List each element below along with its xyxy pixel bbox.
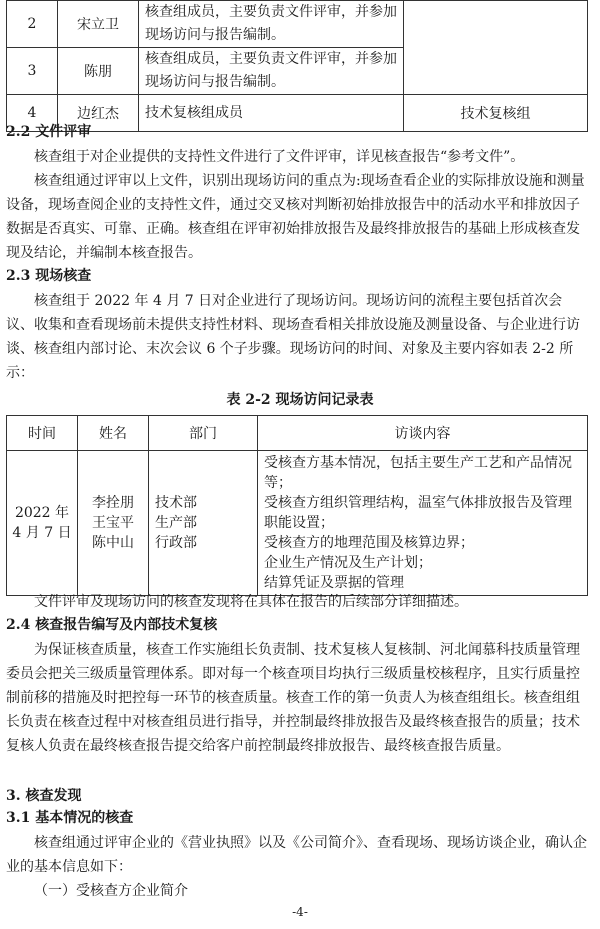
paragraph-text: 核查组通过评审企业的《营业执照》以及《公司简介》、查看现场、现场访谈企业，确认企业的基本信息如下：	[6, 835, 587, 875]
section-heading-2-4: 2.4 核查报告编写及内部技术复核	[6, 617, 218, 633]
team-no: 3	[7, 48, 58, 95]
paragraph-text: 核查组于 2022 年 4 月 7 日对企业进行了现场访问。现场访问的流程主要包括首次会议、收集和查看现场前未提供支持性材料、现场查看相关排放设施及测量设备、与企业进行访谈、核查组内部讨论、末次会议 6 个子步骤。现场访问的时间、对象及主要内容如表 2-2 所示：	[6, 293, 580, 381]
team-name: 宋立卫	[58, 1, 139, 48]
paragraph	[6, 145, 588, 169]
list-item	[6, 879, 588, 903]
paragraph-text: 核查组通过评审以上文件，识别出现场访问的重点为:现场查看企业的实际排放设施和测量设备，现场查阅企业的支持性文件，通过交叉核对判断初始排放报告中的活动水平和排放因子数据是否真实、可靠、正确。核查组在评审初始排放报告及最终排放报告的基础上形成核查发现及结论，并编制本核查报告。	[6, 173, 585, 261]
list-item-text: （一）受核查方企业简介	[34, 883, 188, 899]
section-heading-3: 3. 核查发现	[6, 788, 82, 804]
interviewee-name: 李拴朋	[92, 495, 134, 511]
team-group	[404, 1, 588, 95]
department: 技术部	[155, 495, 197, 511]
visit-content	[258, 451, 588, 596]
department: 行政部	[155, 535, 197, 551]
date-line: 4 月 7 日	[12, 525, 72, 541]
section-heading-2-2: 2.2 文件评审	[6, 124, 92, 140]
team-role: 核查组成员，主要负责文件评审，并参加现场访问与报告编制。	[139, 48, 404, 95]
column-header: 时间	[7, 416, 78, 451]
paragraph	[6, 831, 588, 879]
team-name: 边红杰	[58, 95, 139, 132]
visit-departments	[149, 451, 258, 596]
content-item: 受核查方基本情况，包括主要生产工艺和产品情况等；	[264, 455, 572, 491]
paragraph	[6, 169, 588, 265]
content-item: 受核查方组织管理结构，温室气体排放报告及管理职能设置；	[264, 495, 572, 531]
team-role: 技术复核组成员	[139, 95, 404, 132]
section-heading-3-1: 3.1 基本情况的核查	[6, 810, 134, 826]
paragraph	[6, 638, 588, 758]
paragraph	[6, 289, 588, 385]
team-name: 陈朋	[58, 48, 139, 95]
section-heading-2-3: 2.3 现场核查	[6, 268, 92, 284]
content-item: 结算凭证及票据的管理	[264, 575, 404, 591]
table-header-row	[7, 416, 588, 451]
date-line: 2022 年	[14, 505, 70, 521]
team-group: 技术复核组	[404, 95, 588, 132]
department: 生产部	[155, 515, 197, 531]
table-caption: 表 2-2 现场访问记录表	[226, 392, 374, 408]
interviewee-name: 陈中山	[92, 535, 134, 551]
team-no: 2	[7, 1, 58, 48]
verification-team-table	[6, 0, 588, 132]
team-no: 4	[7, 95, 58, 132]
paragraph	[6, 590, 588, 614]
page-number: -4-	[292, 905, 308, 919]
column-header: 访谈内容	[258, 416, 588, 451]
team-role: 核查组成员，主要负责文件评审，并参加现场访问与报告编制。	[139, 1, 404, 48]
content-item: 企业生产情况及生产计划；	[264, 555, 432, 571]
table-row	[7, 1, 588, 48]
column-header: 姓名	[78, 416, 149, 451]
content-item: 受核查方的地理范围及核算边界；	[264, 535, 474, 551]
visit-names	[78, 451, 149, 596]
table-row	[7, 95, 588, 132]
column-header: 部门	[149, 416, 258, 451]
table-row	[7, 451, 588, 596]
paragraph-text: 为保证核查质量，核查工作实施组长负责制、技术复核人复核制、河北闻慕科技质量管理委员会把关三级质量管理体系。即对每一个核查项目均执行三级质量校核程序，且实行质量控制前移的措施及时把控每一环节的核查质量。核查工作的第一负责人为核查组组长。核查组组长负责在核查过程中对核查组员进行指导，并控制最终排放报告及最终核查报告的质量；技术复核人负责在最终核查报告提交给客户前控制最终排放报告、最终核查报告质量。	[6, 642, 580, 754]
visit-date	[7, 451, 78, 596]
interviewee-name: 王宝平	[92, 515, 134, 531]
paragraph-text: 核查组于对企业提供的支持性文件进行了文件评审，详见核查报告“参考文件”。	[34, 149, 525, 165]
paragraph-text: 文件评审及现场访问的核查发现将在具体在报告的后续部分详细描述。	[34, 594, 468, 610]
site-visit-table	[6, 415, 588, 596]
